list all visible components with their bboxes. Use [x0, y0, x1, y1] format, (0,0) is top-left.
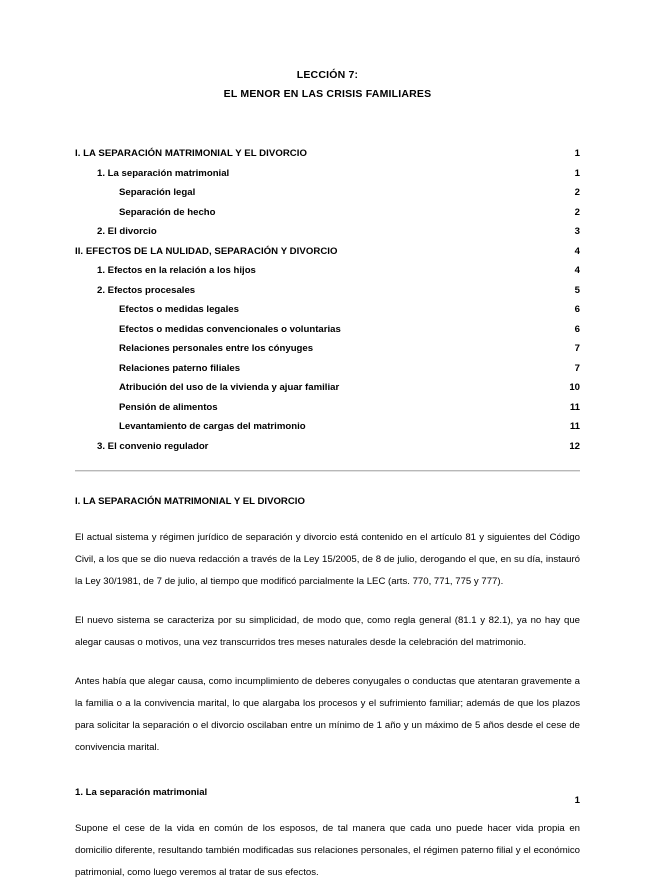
body-paragraph-1: El actual sistema y régimen jurídico de separación y divorcio está contenido en el artículo 81 y siguientes del Código Civil, a los que se dio nueva redacción a través de la Ley 15/2005, de 8 de julio, derogando el que, en su día, instauró la Ley 30/1981, de 7 de julio, al tiempo que modificó parcialmente la LEC (arts. 770, 771, 775 y 777).: [75, 532, 580, 587]
toc-entry-page-number: 11: [569, 401, 580, 413]
toc-entry[interactable]: [75, 183, 580, 203]
toc-entry-page-number: 6: [574, 304, 580, 315]
toc-entry-page-number: 2: [574, 206, 580, 218]
body-heading-separacion-divorcio: I. LA SEPARACIÓN MATRIMONIAL Y EL DIVORCIO: [75, 496, 305, 507]
toc-entry-label: Relaciones personales entre los cónyuges: [119, 343, 314, 354]
toc-entry-label: Pensión de alimentos: [119, 401, 218, 413]
toc-entry[interactable]: [75, 359, 580, 379]
toc-entry[interactable]: [75, 144, 580, 164]
toc-entry[interactable]: [75, 164, 580, 184]
toc-entry[interactable]: [75, 203, 580, 223]
toc-entry[interactable]: [75, 320, 580, 340]
toc-entry-page-number: 5: [574, 284, 580, 296]
toc-entry-page-number: 1: [574, 167, 580, 179]
toc-entry[interactable]: [75, 300, 580, 320]
toc-entry[interactable]: [75, 437, 580, 457]
toc-entry-label: Relaciones paterno filiales: [119, 362, 241, 374]
document-body: [75, 494, 580, 884]
toc-entry[interactable]: [75, 242, 580, 262]
toc-entry[interactable]: [75, 378, 580, 398]
toc-entry[interactable]: [75, 417, 580, 437]
body-paragraph-2: El nuevo sistema se caracteriza por su simplicidad, de modo que, como regla general (81.1 y 82.1), ya no hay que alegar causas o motivos, una vez transcurridos tres meses naturales desde la celebración del matrimonio.: [75, 615, 580, 648]
toc-entry-label: Levantamiento de cargas del matrimonio: [119, 421, 306, 432]
toc-entry-label: Efectos o medidas legales: [119, 304, 239, 315]
toc-entry[interactable]: [75, 281, 580, 301]
toc-entry-label: II. EFECTOS DE LA NULIDAD, SEPARACIÓN Y DIVORCIO: [75, 245, 338, 257]
toc-entry-label: Atribución del uso de la vivienda y ajuar familiar: [119, 382, 340, 393]
toc-entry-page-number: 6: [574, 323, 580, 335]
toc-entry-label: Efectos o medidas convencionales o voluntarias: [119, 323, 341, 335]
toc-entry[interactable]: [75, 398, 580, 418]
document-title-line-2: EL MENOR EN LAS CRISIS FAMILIARES: [223, 88, 432, 100]
toc-entry-label: 1. Efectos en la relación a los hijos: [97, 265, 256, 276]
table-of-contents: [75, 144, 580, 456]
toc-entry-page-number: 7: [574, 343, 580, 354]
toc-entry[interactable]: [75, 339, 580, 359]
section-divider: [75, 470, 580, 472]
toc-entry-label: I. LA SEPARACIÓN MATRIMONIAL Y EL DIVORCIO: [75, 148, 308, 159]
toc-entry-label: 3. El convenio regulador: [97, 440, 209, 452]
toc-entry-label: 2. El divorcio: [97, 226, 157, 237]
body-paragraph-4: Supone el cese de la vida en común de los esposos, de tal manera que cada uno puede hacer vida propia en domicilio diferente, resultando también modificadas sus relaciones personales, el régimen paterno filial y el económico patrimonial, como luego veremos al tratar de sus efectos.: [75, 823, 580, 878]
toc-entry-page-number: 4: [574, 245, 580, 257]
toc-entry-page-number: 11: [569, 421, 580, 432]
toc-entry-label: 2. Efectos procesales: [97, 284, 196, 296]
toc-entry-label: Separación legal: [119, 187, 196, 198]
toc-entry-page-number: 3: [574, 226, 580, 237]
toc-entry[interactable]: [75, 222, 580, 242]
toc-entry-page-number: 7: [574, 362, 580, 374]
toc-entry[interactable]: [75, 261, 580, 281]
toc-entry-page-number: 2: [574, 187, 580, 198]
toc-entry-page-number: 4: [574, 265, 580, 276]
toc-entry-page-number: 10: [569, 382, 580, 393]
page-number: 1: [574, 795, 580, 806]
body-paragraph-3: Antes había que alegar causa, como incumplimiento de deberes conyugales o conductas que atentaran gravemente a la familia o a la convivencia marital, lo que alargaba los procesos y el sufrimiento familiar; además de que los plazos para solicitar la separación o el divorcio oscilaban entre un mínimo de 1 año y un máximo de 5 años desde el cese de convivencia marital.: [75, 676, 580, 753]
toc-entry-label: Separación de hecho: [119, 206, 216, 218]
toc-entry-label: 1. La separación matrimonial: [97, 167, 230, 179]
toc-entry-page-number: 12: [569, 440, 580, 452]
body-heading-la-separacion-matrimonial: 1. La separación matrimonial: [75, 787, 208, 798]
toc-entry-page-number: 1: [574, 148, 580, 159]
document-title-line-1: LECCIÓN 7:: [296, 69, 359, 81]
document-title-block: [75, 0, 580, 104]
